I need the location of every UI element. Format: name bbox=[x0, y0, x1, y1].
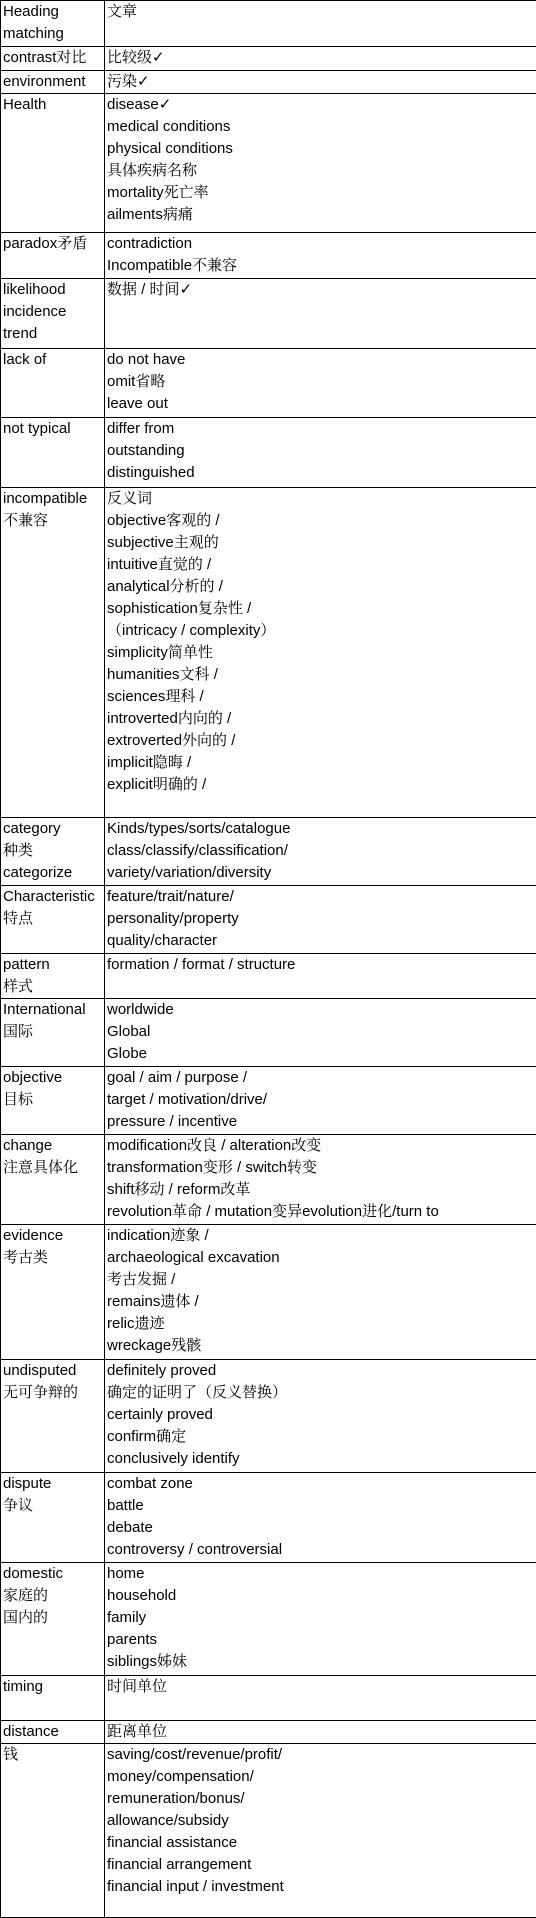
heading-cell bbox=[1, 1563, 105, 1676]
heading-cell bbox=[1, 1360, 105, 1473]
synonym-line: household bbox=[107, 1585, 534, 1607]
synonym-line: home bbox=[107, 1563, 534, 1585]
table-row bbox=[1, 1721, 536, 1744]
synonym-line: feature/trait/nature/ bbox=[107, 886, 534, 908]
heading-line: 无可争辩的 bbox=[3, 1382, 102, 1404]
synonym-line: sciences理科 / bbox=[107, 686, 534, 708]
heading-line: 争议 bbox=[3, 1495, 102, 1517]
synonym-line: parents bbox=[107, 1629, 534, 1651]
heading-cell bbox=[1, 954, 105, 999]
heading-cell bbox=[1, 349, 105, 418]
synonym-line: 确定的证明了（反义替换） bbox=[107, 1382, 534, 1404]
synonym-cell bbox=[105, 1744, 536, 1918]
synonym-line: 文章 bbox=[107, 1, 534, 23]
heading-line: 家庭的 bbox=[3, 1585, 102, 1607]
synonym-line: physical conditions bbox=[107, 138, 534, 160]
heading-cell bbox=[1, 886, 105, 954]
synonym-cell bbox=[105, 1473, 536, 1563]
synonym-line: allowance/subsidy bbox=[107, 1810, 534, 1832]
heading-cell bbox=[1, 1473, 105, 1563]
table-row bbox=[1, 1563, 536, 1676]
synonym-line: relic遗迹 bbox=[107, 1313, 534, 1335]
synonym-cell bbox=[105, 886, 536, 954]
synonym-line: indication迹象 / bbox=[107, 1225, 534, 1247]
table-row bbox=[1, 1744, 536, 1918]
synonym-cell bbox=[105, 1721, 536, 1744]
heading-line: matching bbox=[3, 23, 102, 45]
synonym-line: Kinds/types/sorts/catalogue bbox=[107, 818, 534, 840]
synonym-cell bbox=[105, 488, 536, 818]
synonym-line: simplicity简单性 bbox=[107, 642, 534, 664]
heading-cell bbox=[1, 488, 105, 818]
table-row bbox=[1, 94, 536, 233]
table-row bbox=[1, 349, 536, 418]
synonym-line: 距离单位 bbox=[107, 1721, 534, 1743]
synonym-line: 比较级✓ bbox=[107, 47, 534, 69]
table-row bbox=[1, 47, 536, 71]
synonym-cell bbox=[105, 47, 536, 71]
synonym-line: sophistication复杂性 / bbox=[107, 598, 534, 620]
synonym-line: disease✓ bbox=[107, 94, 534, 116]
heading-cell bbox=[1, 1225, 105, 1360]
synonym-line: target / motivation/drive/ bbox=[107, 1089, 534, 1111]
synonym-line: medical conditions bbox=[107, 116, 534, 138]
table-row bbox=[1, 1135, 536, 1225]
synonym-cell bbox=[105, 1135, 536, 1225]
synonym-line: 时间单位 bbox=[107, 1676, 534, 1698]
synonym-cell bbox=[105, 1225, 536, 1360]
heading-cell bbox=[1, 94, 105, 233]
synonym-line: Incompatible不兼容 bbox=[107, 255, 534, 277]
synonym-line: （intricacy / complexity） bbox=[107, 620, 534, 642]
table-row bbox=[1, 233, 536, 279]
heading-line: 特点 bbox=[3, 908, 102, 930]
heading-line: domestic bbox=[3, 1563, 102, 1585]
synonym-line: shift移动 / reform改革 bbox=[107, 1179, 534, 1201]
heading-line: 考古类 bbox=[3, 1247, 102, 1269]
heading-line: categorize bbox=[3, 862, 102, 884]
heading-line: lack of bbox=[3, 349, 102, 371]
heading-line: incompatible bbox=[3, 488, 102, 510]
heading-cell bbox=[1, 818, 105, 886]
heading-line: 目标 bbox=[3, 1089, 102, 1111]
heading-line: objective bbox=[3, 1067, 102, 1089]
heading-line: paradox矛盾 bbox=[3, 233, 102, 255]
heading-line: Characteristic bbox=[3, 886, 102, 908]
synonym-cell bbox=[105, 1, 536, 47]
synonym-line: family bbox=[107, 1607, 534, 1629]
heading-line: not typical bbox=[3, 418, 102, 440]
heading-cell bbox=[1, 1676, 105, 1721]
table-row bbox=[1, 954, 536, 999]
heading-cell bbox=[1, 1135, 105, 1225]
synonym-line: siblings姊妹 bbox=[107, 1651, 534, 1673]
synonym-line: remains遗体 / bbox=[107, 1291, 534, 1313]
synonym-line: omit省略 bbox=[107, 371, 534, 393]
synonym-line: differ from bbox=[107, 418, 534, 440]
synonym-line: archaeological excavation bbox=[107, 1247, 534, 1269]
heading-line: undisputed bbox=[3, 1360, 102, 1382]
table-row bbox=[1, 418, 536, 488]
heading-line: 样式 bbox=[3, 976, 102, 998]
synonym-line: class/classify/classification/ bbox=[107, 840, 534, 862]
synonym-line: modification改良 / alteration改变 bbox=[107, 1135, 534, 1157]
synonym-line: battle bbox=[107, 1495, 534, 1517]
synonym-line: variety/variation/diversity bbox=[107, 862, 534, 884]
synonym-line: introverted内向的 / bbox=[107, 708, 534, 730]
synonym-line: 具体疾病名称 bbox=[107, 160, 534, 182]
synonym-line: personality/property bbox=[107, 908, 534, 930]
heading-cell bbox=[1, 233, 105, 279]
synonym-cell bbox=[105, 1067, 536, 1135]
heading-line: 国内的 bbox=[3, 1607, 102, 1629]
heading-line: category bbox=[3, 818, 102, 840]
synonym-line: quality/character bbox=[107, 930, 534, 952]
heading-line: pattern bbox=[3, 954, 102, 976]
synonym-line: wreckage残骸 bbox=[107, 1335, 534, 1357]
vocabulary-table-body bbox=[1, 1, 536, 1918]
synonym-line: definitely proved bbox=[107, 1360, 534, 1382]
synonym-cell bbox=[105, 279, 536, 349]
synonym-line: combat zone bbox=[107, 1473, 534, 1495]
synonym-line: financial assistance bbox=[107, 1832, 534, 1854]
table-row bbox=[1, 71, 536, 94]
synonym-line: outstanding bbox=[107, 440, 534, 462]
synonym-line: goal / aim / purpose / bbox=[107, 1067, 534, 1089]
synonym-line: formation / format / structure bbox=[107, 954, 534, 976]
synonym-line: intuitive直觉的 / bbox=[107, 554, 534, 576]
heading-cell bbox=[1, 1721, 105, 1744]
table-row bbox=[1, 1225, 536, 1360]
table-row bbox=[1, 1360, 536, 1473]
synonym-line: debate bbox=[107, 1517, 534, 1539]
synonym-line: financial input / investment bbox=[107, 1876, 534, 1898]
heading-line: Heading bbox=[3, 1, 102, 23]
synonym-cell bbox=[105, 954, 536, 999]
heading-cell bbox=[1, 1067, 105, 1135]
synonym-cell bbox=[105, 1360, 536, 1473]
heading-line: incidence bbox=[3, 301, 102, 323]
heading-cell bbox=[1, 999, 105, 1067]
heading-line: International bbox=[3, 999, 102, 1021]
synonym-line: implicit隐晦 / bbox=[107, 752, 534, 774]
synonym-cell bbox=[105, 1676, 536, 1721]
heading-line: trend bbox=[3, 323, 102, 345]
heading-line: 不兼容 bbox=[3, 510, 102, 532]
heading-line: environment bbox=[3, 71, 102, 93]
table-row bbox=[1, 818, 536, 886]
synonym-line: confirm确定 bbox=[107, 1426, 534, 1448]
table-row bbox=[1, 1473, 536, 1563]
synonym-line: 考古发掘 / bbox=[107, 1269, 534, 1291]
synonym-line: conclusively identify bbox=[107, 1448, 534, 1470]
synonym-line: extroverted外向的 / bbox=[107, 730, 534, 752]
synonym-line: remuneration/bonus/ bbox=[107, 1788, 534, 1810]
synonym-line: Globe bbox=[107, 1043, 534, 1065]
synonym-cell bbox=[105, 1563, 536, 1676]
heading-cell bbox=[1, 47, 105, 71]
synonym-line: 反义词 bbox=[107, 488, 534, 510]
synonym-line: subjective主观的 bbox=[107, 532, 534, 554]
synonym-cell bbox=[105, 818, 536, 886]
synonym-line: money/compensation/ bbox=[107, 1766, 534, 1788]
synonym-line: analytical分析的 / bbox=[107, 576, 534, 598]
synonym-line: financial arrangement bbox=[107, 1854, 534, 1876]
heading-line: 国际 bbox=[3, 1021, 102, 1043]
synonym-line: saving/cost/revenue/profit/ bbox=[107, 1744, 534, 1766]
synonym-cell bbox=[105, 94, 536, 233]
synonym-line: distinguished bbox=[107, 462, 534, 484]
table-row bbox=[1, 488, 536, 818]
synonym-line: worldwide bbox=[107, 999, 534, 1021]
synonym-line: controversy / controversial bbox=[107, 1539, 534, 1561]
synonym-line: transformation变形 / switch转变 bbox=[107, 1157, 534, 1179]
heading-line: timing bbox=[3, 1676, 102, 1698]
heading-line: change bbox=[3, 1135, 102, 1157]
heading-line: 钱 bbox=[3, 1744, 102, 1766]
synonym-line: humanities文科 / bbox=[107, 664, 534, 686]
synonym-line: leave out bbox=[107, 393, 534, 415]
synonym-cell bbox=[105, 233, 536, 279]
synonym-line: 污染✓ bbox=[107, 71, 534, 93]
synonym-cell bbox=[105, 999, 536, 1067]
synonym-line: Global bbox=[107, 1021, 534, 1043]
heading-line: 种类 bbox=[3, 840, 102, 862]
synonym-cell bbox=[105, 71, 536, 94]
synonym-line: pressure / incentive bbox=[107, 1111, 534, 1133]
table-row bbox=[1, 999, 536, 1067]
table-row bbox=[1, 1067, 536, 1135]
synonym-line: certainly proved bbox=[107, 1404, 534, 1426]
synonym-line: revolution革命 / mutation变异evolution进化/turn to bbox=[107, 1201, 534, 1223]
heading-line: evidence bbox=[3, 1225, 102, 1247]
heading-line: Health bbox=[3, 94, 102, 116]
heading-cell bbox=[1, 418, 105, 488]
heading-line: distance bbox=[3, 1721, 102, 1743]
table-row bbox=[1, 279, 536, 349]
synonym-line: objective客观的 / bbox=[107, 510, 534, 532]
synonym-line: do not have bbox=[107, 349, 534, 371]
heading-line: likelihood bbox=[3, 279, 102, 301]
synonym-line: ailments病痛 bbox=[107, 204, 534, 226]
heading-cell bbox=[1, 1, 105, 47]
heading-line: 注意具体化 bbox=[3, 1157, 102, 1179]
table-row bbox=[1, 886, 536, 954]
synonym-cell bbox=[105, 418, 536, 488]
synonym-cell bbox=[105, 349, 536, 418]
synonym-line: 数据 / 时间✓ bbox=[107, 279, 534, 301]
synonym-line: explicit明确的 / bbox=[107, 774, 534, 796]
synonym-line: contradiction bbox=[107, 233, 534, 255]
heading-cell bbox=[1, 279, 105, 349]
heading-line: dispute bbox=[3, 1473, 102, 1495]
synonym-line: mortality死亡率 bbox=[107, 182, 534, 204]
table-row bbox=[1, 1, 536, 47]
heading-line: contrast对比 bbox=[3, 47, 102, 69]
heading-cell bbox=[1, 1744, 105, 1918]
heading-cell bbox=[1, 71, 105, 94]
table-row bbox=[1, 1676, 536, 1721]
